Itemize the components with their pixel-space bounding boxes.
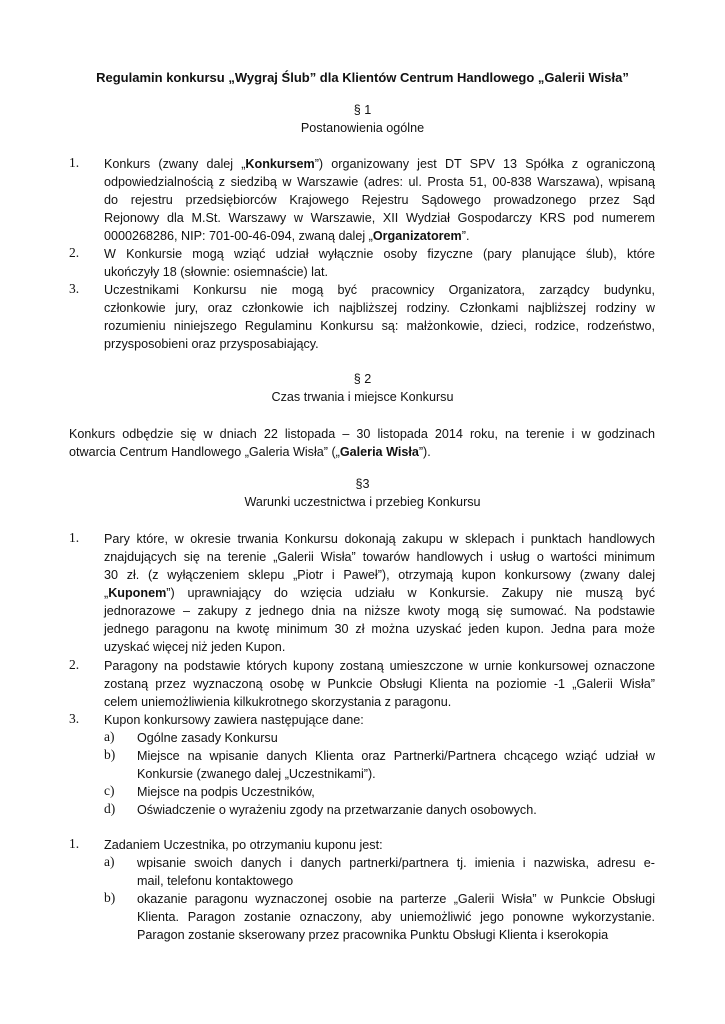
text-line: Pary które, w okresie trwania Konkursu dokonają zakupu w sklepach i punktach handlowych bbox=[104, 532, 655, 546]
s3-item-2-number: 2. bbox=[69, 657, 80, 672]
s3-item-1-text bbox=[104, 530, 655, 656]
text-line: Ogólne zasady Konkursu bbox=[137, 731, 278, 745]
text-line: Kupon konkursowy zawiera następujące dane: bbox=[104, 713, 364, 727]
text-line: do rejestru przedsiębiorców Krajowego Rejestru Sądowego prowadzonego przez Sąd bbox=[104, 193, 655, 207]
text-line: zostaną przez wyznaczoną osobę w Punkcie Obsługi Klienta na poziomie -1 „Galerii Wisła” bbox=[104, 677, 655, 691]
s1-item-2-number: 2. bbox=[69, 245, 80, 260]
text-line: uzyskać więcej niż jeden Kupon. bbox=[104, 640, 286, 654]
text-line: Konkurs odbędzie się w dniach 22 listopada – 30 listopada 2014 roku, na terenie i w godzinach bbox=[69, 427, 655, 441]
section-1-sign: § 1 bbox=[353, 103, 372, 117]
text-line: rozumieniu niniejszego Regulaminu Konkursu są: małżonkowie, dzieci, rodzice, rodzeństwo, bbox=[104, 319, 655, 333]
text-line: „Kuponem”) uprawniający do wzięcia udziału w Konkursie. Zakupy nie muszą być bbox=[104, 586, 655, 600]
text-line: mail, telefonu kontaktowego bbox=[137, 874, 294, 888]
s3-item-3-sub-d-letter: d) bbox=[104, 801, 116, 816]
text-line: 30 zł. (z wyłączeniem sklepu „Piotr i Paweł”), otrzymają kupon konkursowy (zwany dalej bbox=[104, 568, 655, 582]
s1-item-1-number: 1. bbox=[69, 155, 80, 170]
s3-item-1-number: 1. bbox=[69, 530, 80, 545]
s3-list2-sub-a-letter: a) bbox=[104, 854, 115, 869]
text-line: Miejsce na podpis Uczestników, bbox=[137, 785, 315, 799]
text-line: Uczestnikami Konkursu nie mogą być pracownicy Organizatora, zarządcy budynku, bbox=[104, 283, 655, 297]
s1-item-2-text bbox=[104, 245, 655, 281]
text-line: Paragony na podstawie których kupony zostaną umieszczone w urnie konkursowej oznaczone bbox=[104, 659, 655, 673]
s3-item-3-sub-c-letter: c) bbox=[104, 783, 115, 798]
s1-item-3-number: 3. bbox=[69, 281, 80, 296]
s3-item-3-sub-c-text bbox=[137, 783, 655, 801]
s3-item-3-sub-b-letter: b) bbox=[104, 747, 116, 762]
s3-item-2-text bbox=[104, 657, 655, 711]
text-line: Oświadczenie o wyrażeniu zgody na przetwarzanie danych osobowych. bbox=[137, 803, 537, 817]
text-line: 0000268286, NIP: 701-00-46-094, zwaną dalej „Organizatorem”. bbox=[104, 229, 470, 243]
text-line: otwarcia Centrum Handlowego „Galeria Wisła” („Galeria Wisła”). bbox=[69, 445, 431, 459]
text-line: Miejsce na wpisanie danych Klienta oraz Partnerki/Partnera chcącego wziąć udział w bbox=[137, 749, 655, 763]
text-line: odpowiedzialnością z siedzibą w Warszawie (adres: ul. Prosta 51, 00-838 Warszawa), wpisaną bbox=[104, 175, 655, 189]
section-1-heading: Postanowienia ogólne bbox=[300, 121, 425, 135]
text-line: okazanie paragonu wyznaczonej osobie na parterze „Galerii Wisła” w Punkcie Obsługi bbox=[137, 892, 655, 906]
section-2-sign: § 2 bbox=[353, 372, 372, 386]
text-line: wpisanie swoich danych i danych partnerki/partnera tj. imienia i nazwiska, adresu e- bbox=[137, 856, 655, 870]
s1-item-3-text bbox=[104, 281, 655, 353]
text-line: Paragon zostanie skserowany przez pracownika Punktu Obsługi Klienta i kserokopia bbox=[137, 928, 609, 942]
text-line: Konkurs (zwany dalej „Konkursem”) organizowany jest DT SPV 13 Spółka z ograniczoną bbox=[104, 157, 655, 171]
text-line: jednego paragonu na kwotę minimum 30 zł można uzyskać jeden kupon. Jedna para może bbox=[104, 622, 655, 636]
text-line: przysposobieni oraz przysposabiający. bbox=[104, 337, 319, 351]
text-line: jednorazowe – zakupy z jednego dnia na niższe kwoty mogą się sumować. Na podstawie bbox=[104, 604, 655, 618]
text-line: znajdujących się na terenie „Galerii Wisła” towarów handlowych i usług o wartości minimum bbox=[104, 550, 655, 564]
text-line: Konkursie (zwanego dalej „Uczestnikami”). bbox=[137, 767, 376, 781]
text-line: Rejonowy dla M.St. Warszawy w Warszawie, XII Wydział Gospodarczy KRS pod numerem bbox=[104, 211, 655, 225]
defined-term: Konkursem bbox=[245, 157, 315, 171]
section-2-heading: Czas trwania i miejsce Konkursu bbox=[271, 390, 454, 404]
text-line: W Konkursie mogą wziąć udział wyłącznie osoby fizyczne (pary planujące ślub), które bbox=[104, 247, 655, 261]
s3-item-3-number: 3. bbox=[69, 711, 80, 726]
text-line: ukończyły 18 (słownie: osiemnaście) lat. bbox=[104, 265, 328, 279]
document-title: Regulamin konkursu „Wygraj Ślub” dla Klientów Centrum Handlowego „Galerii Wisła” bbox=[96, 70, 629, 85]
text-line: Zadaniem Uczestnika, po otrzymaniu kuponu jest: bbox=[104, 838, 383, 852]
defined-term: Kuponem bbox=[108, 586, 167, 600]
s3-item-3-text bbox=[104, 711, 655, 729]
s3-item-3-sub-a-letter: a) bbox=[104, 729, 115, 744]
section-2-text bbox=[69, 425, 655, 461]
s3-list2-sub-b-letter: b) bbox=[104, 890, 116, 905]
section-3-heading: Warunki uczestnictwa i przebieg Konkursu bbox=[244, 495, 481, 509]
s3-item-3-sub-a-text bbox=[137, 729, 655, 747]
s3-list2-item-1-number: 1. bbox=[69, 836, 80, 851]
defined-term: Organizatorem bbox=[372, 229, 462, 243]
s1-item-1-text bbox=[104, 155, 655, 245]
defined-term: Galeria Wisła bbox=[339, 445, 419, 459]
s3-list2-item-1-text bbox=[104, 836, 655, 854]
s3-list2-sub-a-text bbox=[137, 854, 655, 890]
text-line: Klienta. Paragon zostanie oznaczony, aby uniemożliwić jego ponowne wykorzystanie. bbox=[137, 910, 655, 924]
section-3-sign: §3 bbox=[355, 477, 370, 491]
s3-item-3-sub-d-text bbox=[137, 801, 655, 819]
s3-list2-sub-b-text bbox=[137, 890, 655, 944]
s3-item-3-sub-b-text bbox=[137, 747, 655, 783]
text-line: członkowie jury, oraz członkowie ich najbliższej rodziny. Członkami najbliższej rodziny w bbox=[104, 301, 655, 315]
text-line: celem uniemożliwienia kilkukrotnego skorzystania z paragonu. bbox=[104, 695, 452, 709]
